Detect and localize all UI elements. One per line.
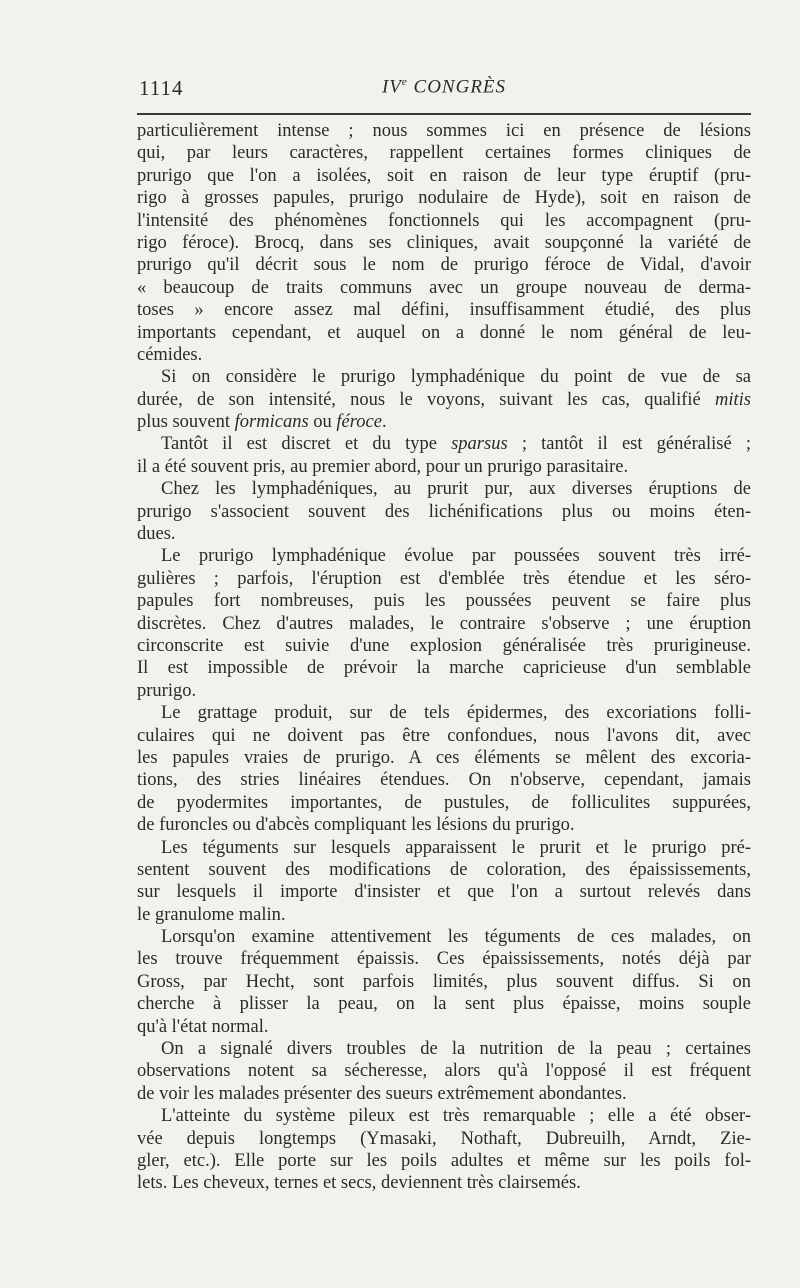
- text-line: les trouve fréquemment épaissis. Ces épaississements, notés déjà par: [137, 949, 751, 970]
- text-line: culaires qui ne doivent pas être confondues, nous l'avons dit, avec: [137, 725, 751, 746]
- text-line: Gross, par Hecht, sont parfois limités, plus souvent diffus. Si on: [137, 971, 751, 992]
- text-line: le granulome malin.: [137, 904, 286, 925]
- page-header: [137, 76, 751, 106]
- running-head-suffix: CONGRÈS: [407, 76, 507, 98]
- text-line: particulièrement intense ; nous sommes ici en présence de lésions: [137, 121, 751, 141]
- text-line: plus souvent formicans ou féroce.: [137, 412, 387, 433]
- text-line: cherche à plisser la peau, on la sent plus épaisse, moins souple: [137, 994, 751, 1015]
- text-line: rigo à grosses papules, prurigo nodulaire de Hyde), soit en raison de: [137, 188, 751, 209]
- text-line: circonscrite est suivie d'une explosion généralisée très prurigineuse.: [137, 635, 751, 656]
- text-line: importants cependant, et auquel on a donné le nom général de leu-: [137, 322, 751, 343]
- text-line: « beaucoup de traits communs avec un groupe nouveau de derma-: [137, 277, 751, 298]
- text-line: Tantôt il est discret et du type sparsus ; tantôt il est généralisé ;: [161, 434, 751, 455]
- italic-term: féroce: [336, 412, 382, 433]
- running-head-prefix: IV: [381, 76, 402, 98]
- running-head: [137, 76, 751, 98]
- page-number: 1114: [139, 76, 184, 100]
- text-line: qui, par leurs caractères, rappellent certaines formes cliniques de: [137, 143, 751, 164]
- text-line: qu'à l'état normal.: [137, 1016, 269, 1037]
- text-line: Si on considère le prurigo lymphadénique du point de vue de sa: [161, 367, 751, 388]
- text-line: Chez les lymphadéniques, au prurit pur, aux diverses éruptions de: [161, 479, 751, 500]
- text-line: tions, des stries linéaires étendues. On n'observe, cependant, jamais: [137, 770, 751, 791]
- text-line: prurigo.: [137, 680, 197, 701]
- text-line: de pyodermites importantes, de pustules, de folliculites suppurées,: [137, 792, 751, 813]
- text-line: cémides.: [137, 344, 203, 365]
- text-line: gler, etc.). Elle porte sur les poils adultes et même sur les poils fol-: [137, 1150, 751, 1171]
- text-line: sentent souvent des modifications de coloration, des épaississements,: [137, 859, 751, 880]
- italic-term: mitis: [715, 389, 751, 410]
- italic-term: formicans: [234, 412, 309, 433]
- text-line: toses » encore assez mal défini, insuffisamment étudié, des plus: [137, 300, 751, 321]
- text-line: dues.: [137, 524, 176, 545]
- text-line: prurigo que l'on a isolées, soit en raison de leur type éruptif (pru-: [137, 165, 751, 186]
- text-line: Le grattage produit, sur de tels épidermes, des excoriations folli-: [161, 703, 751, 724]
- body-text: [137, 120, 751, 1195]
- running-head-superscript: e: [401, 76, 408, 88]
- text-line: les papules vraies de prurigo. A ces éléments se mêlent des excoria-: [137, 747, 751, 768]
- italic-term: sparsus: [451, 434, 508, 455]
- text-line: de voir les malades présenter des sueurs extrêmement abondantes.: [137, 1083, 627, 1104]
- text-line: durée, de son intensité, nous le voyons, suivant les cas, qualifié mitis: [137, 389, 751, 410]
- text-line: il a été souvent pris, au premier abord, pour un prurigo parasitaire.: [137, 456, 629, 477]
- text-line: gulières ; parfois, l'éruption est d'emblée très étendue et les séro-: [137, 568, 751, 589]
- header-rule: [137, 113, 751, 115]
- text-line: discrètes. Chez d'autres malades, le contraire s'observe ; une éruption: [137, 613, 751, 634]
- text-line: rigo féroce). Brocq, dans ses cliniques, avait soupçonné la variété de: [137, 232, 751, 253]
- text-line: lets. Les cheveux, ternes et secs, deviennent très clairsemés.: [137, 1173, 581, 1194]
- text-line: observations notent sa sécheresse, alors qu'à l'opposé il est fréquent: [137, 1061, 751, 1082]
- text-line: Lorsqu'on examine attentivement les téguments de ces malades, on: [161, 927, 751, 948]
- text-line: prurigo qu'il décrit sous le nom de prurigo féroce de Vidal, d'avoir: [137, 255, 751, 276]
- text-line: vée depuis longtemps (Ymasaki, Nothaft, Dubreuilh, Arndt, Zie-: [137, 1128, 751, 1149]
- text-line: papules fort nombreuses, puis les poussées peuvent se faire plus: [137, 591, 751, 612]
- text-line: Il est impossible de prévoir la marche capricieuse d'un semblable: [137, 658, 751, 679]
- text-line: Les téguments sur lesquels apparaissent le prurit et le prurigo pré-: [161, 837, 751, 858]
- text-line: prurigo s'associent souvent des lichénifications plus ou moins éten-: [137, 501, 751, 522]
- text-line: sur lesquels il importe d'insister et que l'on a surtout relevés dans: [137, 882, 751, 903]
- text-line: l'intensité des phénomènes fonctionnels qui les accompagnent (pru-: [137, 210, 751, 231]
- text-line: Le prurigo lymphadénique évolue par poussées souvent très irré-: [161, 546, 751, 567]
- text-line: On a signalé divers troubles de la nutrition de la peau ; certaines: [161, 1039, 751, 1060]
- text-line: de furoncles ou d'abcès compliquant les lésions du prurigo.: [137, 815, 575, 836]
- text-line: L'atteinte du système pileux est très remarquable ; elle a été obser-: [161, 1106, 751, 1127]
